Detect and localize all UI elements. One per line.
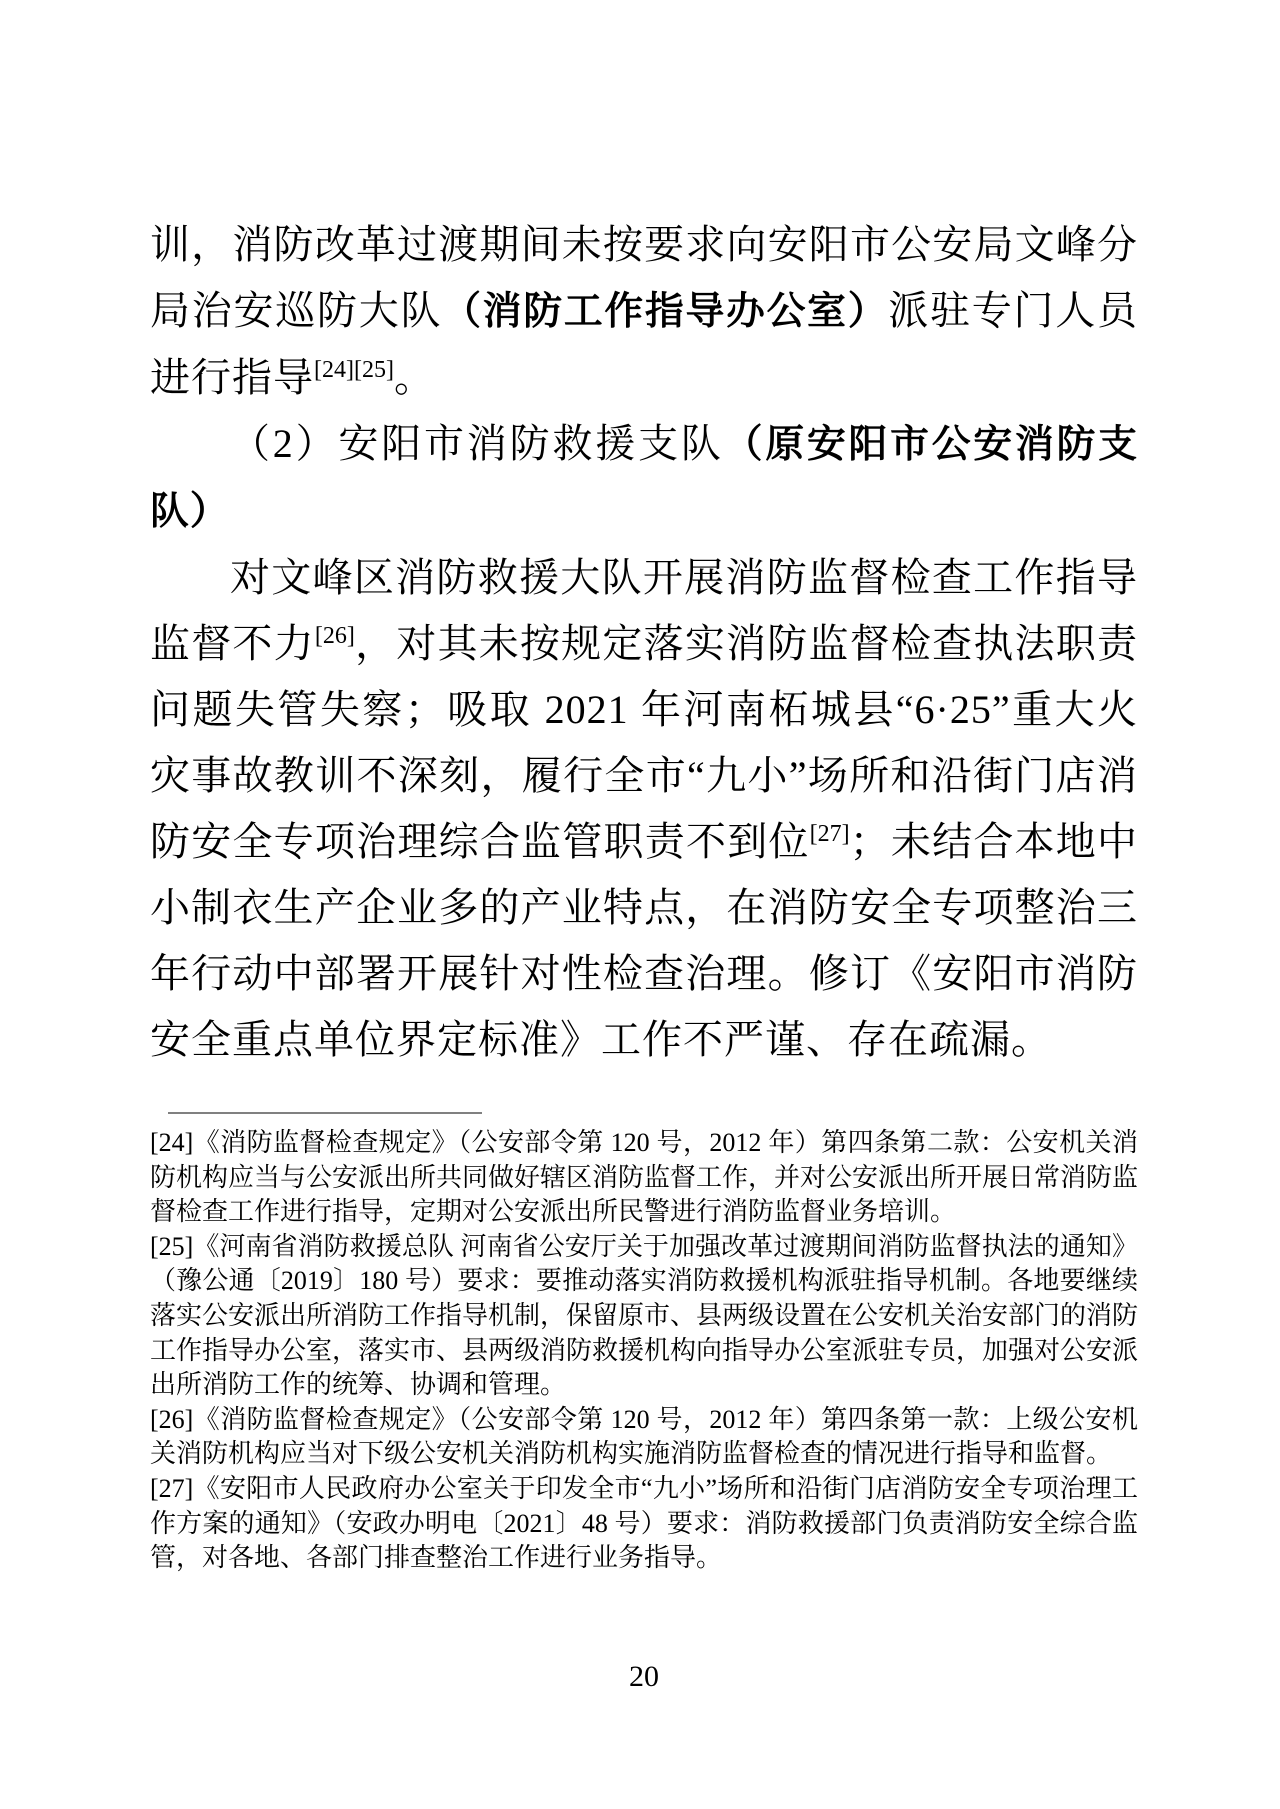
text-segment: ，对其未按规定落实消防监督检查执法职责问题失管失察；吸取 2021 年河南柘城县“6·25”重大火灾事故教训不深刻，履行全市“九小”场所和沿街门店消防安全专项治理综合监管职责不到位 xyxy=(150,621,1139,864)
kai-style-segment: （消防工作指导办公室） xyxy=(442,290,889,333)
text-segment: 训，消防改革过渡期间未按要求向安阳市公安局文峰分局治安巡防大队 xyxy=(150,222,1138,333)
main-text-block xyxy=(150,212,1138,1073)
para-continuation xyxy=(150,212,1138,411)
para-heading-item-2 xyxy=(150,411,1138,545)
footnote-id: [26] xyxy=(150,1404,194,1434)
footnote-id: [27] xyxy=(150,1473,194,1503)
footnote-reference: [27] xyxy=(809,821,850,847)
footnote-reference: [24][25] xyxy=(314,357,394,383)
footnote-item xyxy=(150,1403,1138,1472)
footnote-item xyxy=(150,1230,1138,1403)
text-segment: （2）安阳市消防救援支队 xyxy=(230,421,724,466)
footnote-id: [24] xyxy=(150,1128,194,1157)
footnote-text: 《安阳市人民政府办公室关于印发全市“九小”场所和沿街门店消防安全专项治理工作方案的通知》（安政办明电〔2021〕48 号）要求：消防救援部门负责消防安全综合监管，对各地、各部门排查整治工作进行业务指导。 xyxy=(150,1473,1138,1573)
kai-style-segment: （原安阳市公安消防支队） xyxy=(150,423,1138,533)
footnote-item xyxy=(150,1472,1138,1576)
footnote-separator-rule xyxy=(168,1112,482,1114)
text-segment: 对文峰区消防救援大队开展消防监督检查工作指导监督不力 xyxy=(150,555,1138,666)
para-findings xyxy=(150,545,1138,1073)
text-segment: ；未结合本地中小制衣生产企业多的产业特点，在消防安全专项整治三年行动中部署开展针对性检查治理。修订《安阳市消防安全重点单位界定标准》工作不严谨、存在疏漏。 xyxy=(150,819,1139,1062)
page-number: 20 xyxy=(629,1660,659,1693)
text-segment: 派驻专门人员进行指导 xyxy=(150,288,1139,400)
footnote-text: 《消防监督检查规定》（公安部令第 120 号，2012 年）第四条第一款：上级公安机关消防机构应当对下级公安机关消防机构实施消防监督检查的情况进行指导和监督。 xyxy=(150,1404,1138,1469)
footnote-text: 《消防监督检查规定》（公安部令第 120 号，2012 年）第四条第二款：公安机关消防机构应当与公安派出所共同做好辖区消防监督工作，并对公安派出所开展日常消防监督检查工作进行指导，定期对公安派出所民警进行消防监督业务培训。 xyxy=(150,1128,1139,1227)
footnote-item xyxy=(150,1126,1138,1230)
footnote-id: [25] xyxy=(150,1231,194,1261)
text-segment: 。 xyxy=(393,355,435,400)
footnote-reference: [26] xyxy=(314,623,355,649)
footnote-text: 《河南省消防救援总队 河南省公安厅关于加强改革过渡期间消防监督执法的通知》（豫公通〔2019〕180 号）要求：要推动落实消防救援机构派驻指导机制。各地要继续落实公安派出所消防工作指导机制，保留原市、县两级设置在公安机关治安部门的消防工作指导办公室，落实市、县两级消防救援机构向指导办公室派驻专员，加强对公安派出所消防工作的统筹、协调和管理。 xyxy=(150,1231,1139,1400)
footnotes-section xyxy=(150,1126,1138,1576)
